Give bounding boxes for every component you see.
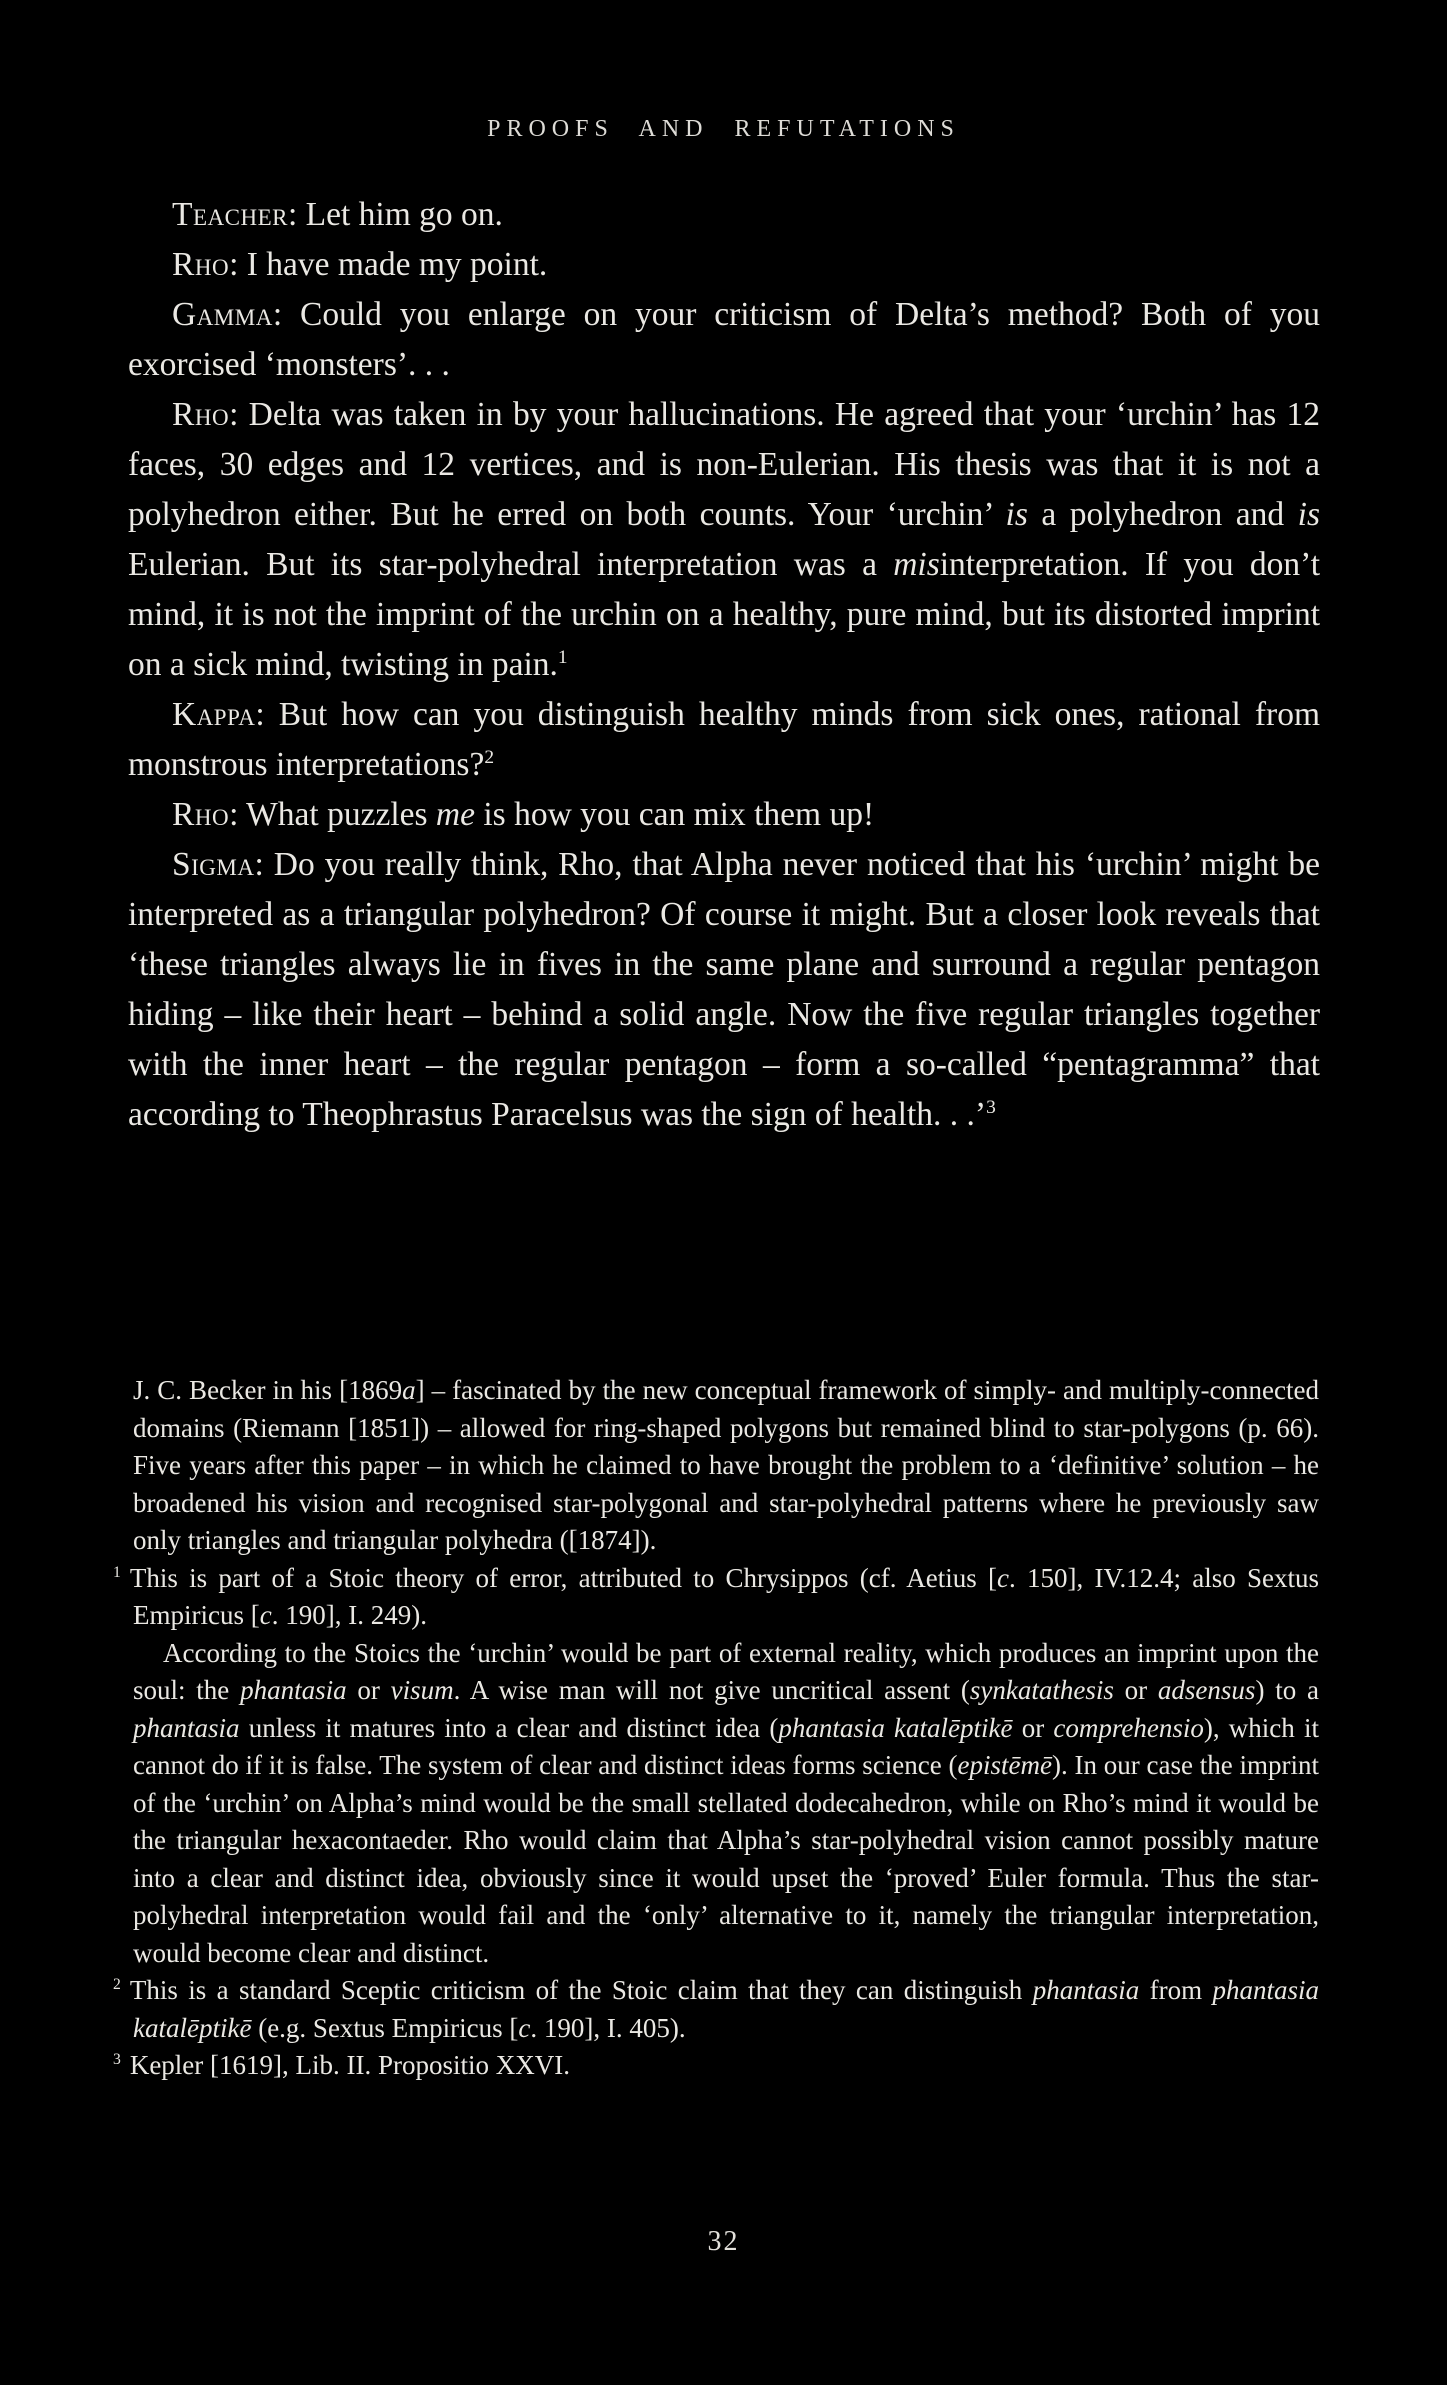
text-run: I have made my point. <box>246 246 548 283</box>
text-run: is <box>1005 496 1028 533</box>
dialogue-paragraph: Rho: Delta was taken in by your hallucinations. He agreed that your ‘urchin’ has 12 faces, 30 edges and 12 vertices, and is non-Eulerian. His thesis was that it is not a polyhedron either. But he erred on both counts. Your ‘urchin’ is a polyhedron and is Eulerian. But its star-polyhedral interpretation was a misinterpretation. If you don’t mind, it is not the imprint of the urchin on a healthy, pure mind, but its distorted imprint on a sick mind, twisting in pain.$^1$ <box>128 396 1321 683</box>
text-run: unless it matures into a clear and distinct idea ( <box>239 1712 779 1743</box>
speaker-name: Sigma <box>172 846 255 883</box>
dialogue-paragraph: Rho: What puzzles me is how you can mix them up! <box>172 796 875 833</box>
text-run: ) to a <box>1255 1675 1319 1705</box>
text-run: a <box>402 1375 416 1405</box>
text-run: or <box>1113 1675 1158 1705</box>
text-run: But how can you distinguish healthy minds from sick ones, rational from monstrous interpretations? <box>128 696 1320 783</box>
footnote-paragraph <box>113 1560 1319 1635</box>
text-run: Eulerian. But its star-polyhedral interpretation was a <box>128 546 894 583</box>
text-run: a polyhedron and <box>1027 496 1298 533</box>
speaker-name: Rho <box>172 796 230 833</box>
text-run: phantasia katalēptikē <box>778 1712 1013 1743</box>
running-header: PROOFS AND REFUTATIONS <box>487 116 960 142</box>
text-run: ] – fascinated by the new conceptual framework of simply- and multiply-connected domains (Riemann [1851]) – allowed for ring-shaped polygons but remained blind to star-polygons (p. 66). Five years after this paper – in which he claimed to have brought the problem to a ‘definitive’ solution – he broadened his vision and recognised star-polygonal and star-polyhedral patterns where he previously saw only triangles and triangular polyhedra ([1874]). <box>133 1375 1319 1555</box>
dialogue <box>128 190 1320 1140</box>
text-run: visum <box>390 1675 454 1705</box>
footnote-paragraph <box>113 1972 1319 2047</box>
text-run: ), which it cannot do if it is false. The system of clear and distinct ideas forms science ( <box>133 1712 1319 1780</box>
text-run: c <box>518 2012 531 2043</box>
text-run: c <box>997 1562 1009 1593</box>
text-run: synkatathesis <box>969 1675 1114 1705</box>
text-run: comprehensio <box>1053 1712 1204 1743</box>
dialogue-paragraph: Kappa: But how can you distinguish healthy minds from sick ones, rational from monstrous interpretations?$^2$ <box>128 696 1320 783</box>
speaker-name: Gamma <box>172 296 273 333</box>
footnote-paragraph <box>133 1635 1319 1973</box>
text-run: phantasia <box>1032 1975 1140 2005</box>
text-run: mis <box>893 546 940 583</box>
text-run: Let him go on. <box>305 196 503 233</box>
text-run: ). In our case the imprint of the ‘urchin’ on Alpha’s mind would be the small stellated dodecahedron, while on Rho’s mind it would be the triangular hexacontaeder. Rho would claim that Alpha’s star-polyhedral vision cannot possibly mature into a clear and distinct idea, obviously since it would upset the ‘proved’ Euler formula. Thus the star-polyhedral interpretation would fail and the ‘only’ alternative to it, namely the triangular interpretation, would become clear and distinct. <box>133 1750 1319 1968</box>
text-run: or <box>1012 1712 1054 1743</box>
text-run: interpretation. If you don’t mind, it is not the imprint of the urchin on a healthy, pure mind, but its distorted imprint on a sick mind, twisting in pain. <box>128 546 1321 683</box>
dialogue-paragraph: Sigma: Do you really think, Rho, that Alpha never noticed that his ‘urchin’ might be interpreted as a triangular polyhedron? Of course it might. But a closer look reveals that ‘these triangles always lie in fives in the same plane and surround a regular pentagon hiding – like their heart – behind a solid angle. Now the five regular triangles together with the inner heart – the regular pentagon – form a so-called “pentagramma” that according to Theophrastus Paracelsus was the sign of health. . .’$^3$ <box>128 846 1321 1133</box>
text-run: epistēmē <box>957 1750 1052 1780</box>
footnotes <box>113 1372 1319 2085</box>
text-run: Do you really think, Rho, that Alpha never noticed that his ‘urchin’ might be interpreted as a triangular polyhedron? Of course it might. But a closer look reveals that ‘these triangles always lie in fives in the same plane and surround a regular pentagon hiding – like their heart – behind a solid angle. Now the five regular triangles together with the inner heart – the regular pentagon – form a so-called “pentagramma” that according to Theophrastus Paracelsus was the sign of health. . .’ <box>128 846 1321 1133</box>
text-run: me <box>435 796 475 833</box>
text-run: c <box>259 1600 272 1630</box>
dialogue-paragraph: Rho: I have made my point. <box>172 246 548 283</box>
text-run: phantasia <box>240 1675 347 1705</box>
text-run: This is a standard Sceptic criticism of the Stoic claim that they can distinguish <box>129 1975 1033 2005</box>
footnote-marker: 1 <box>113 1563 121 1581</box>
text-run: or <box>346 1675 391 1705</box>
text-run: . 150], IV.12.4; also Sextus Empiricus [ <box>133 1562 1319 1630</box>
text-run: (e.g. Sextus Empiricus [ <box>251 2012 519 2043</box>
footnote-marker: 3 <box>113 2051 121 2068</box>
speaker-name: Rho <box>172 396 230 433</box>
text-run: J. C. Becker in his [1869 <box>133 1375 403 1405</box>
text-run: is how you can mix them up! <box>474 796 875 833</box>
speaker-name: Rho <box>172 246 230 283</box>
text-run: . 190], I. 249). <box>271 1600 427 1630</box>
text-run: adsensus <box>1157 1675 1256 1705</box>
text-run: . 190], I. 405). <box>530 2012 686 2043</box>
dialogue-paragraph: Teacher: Let him go on. <box>172 196 503 233</box>
text-run: phantasia katalēptikē <box>133 1975 1319 2043</box>
footnote-marker: 2 <box>113 1976 121 1993</box>
page-number: 32 <box>707 2226 740 2257</box>
text-run: This is part of a Stoic theory of error, attributed to Chrysippos (cf. Aetius [ <box>129 1562 998 1593</box>
speaker-name: Teacher <box>172 196 288 233</box>
footnote-ref: 1 <box>557 646 568 668</box>
text-run: . A wise man will not give uncritical assent ( <box>453 1675 970 1705</box>
text-run: Delta was taken in by your hallucinations. He agreed that your ‘urchin’ has 12 faces, 30 edges and 12 vertices, and is non-Eulerian. His thesis was that it is not a polyhedron either. But he erred on both counts. Your ‘urchin’ <box>128 396 1321 533</box>
text-run: Kepler [1619], Lib. II. Propositio XXVI. <box>129 2050 571 2080</box>
dialogue-paragraph: Gamma: Could you enlarge on your criticism of Delta’s method? Both of you exorcised ‘monsters’. . . <box>128 296 1320 383</box>
footnote-paragraph <box>133 1372 1319 1560</box>
text-run: is <box>1297 496 1320 533</box>
text-run: Could you enlarge on your criticism of Delta’s method? Both of you exorcised ‘monsters’. . . <box>128 296 1320 383</box>
text-run: from <box>1139 1975 1213 2005</box>
text-run: What puzzles <box>246 796 436 833</box>
footnote-paragraph <box>113 2047 1319 2085</box>
footnote-ref: 3 <box>986 1096 996 1118</box>
footnote-ref: 2 <box>484 746 495 768</box>
text-run: phantasia <box>133 1712 240 1743</box>
text-run: According to the Stoics the ‘urchin’ would be part of external reality, which produces an imprint upon the soul: the <box>133 1637 1319 1705</box>
speaker-name: Kappa <box>172 696 256 733</box>
